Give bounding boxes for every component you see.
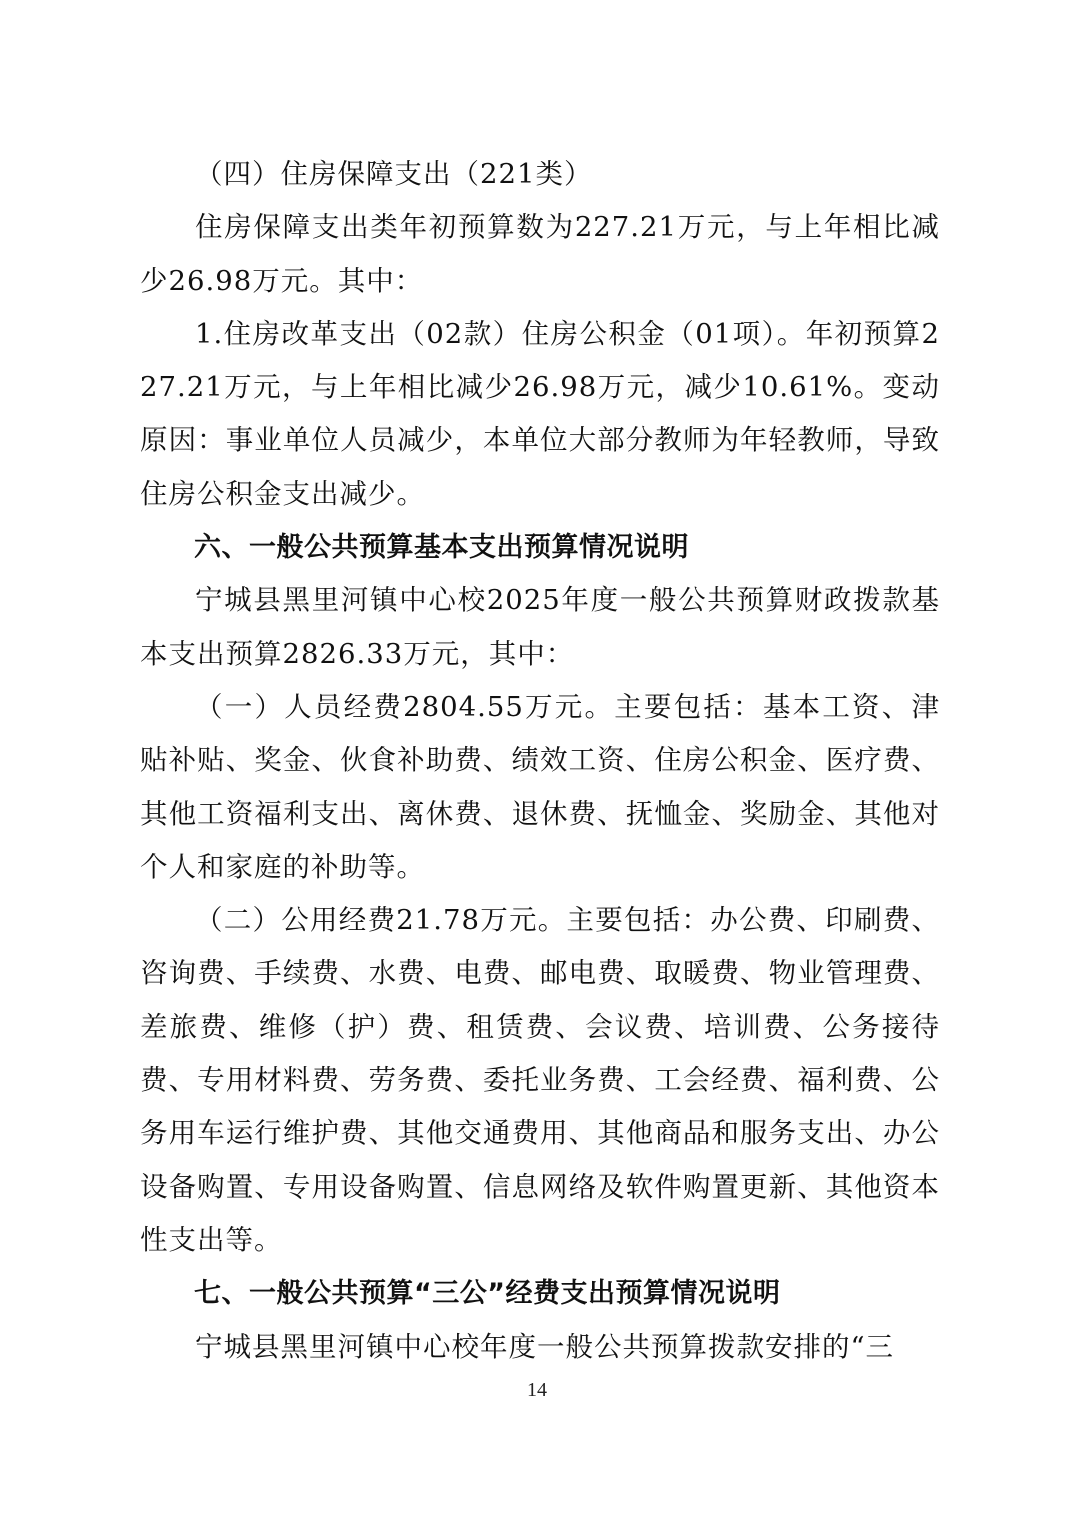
- section-heading-three-public: 七、一般公共预算“三公”经费支出预算情况说明: [194, 1278, 781, 1310]
- paragraph-basic-expenditure-summary: 宁城县黑里河镇中心校2025年度一般公共预算财政拨款基本支出预算2826.33万元，其中：: [140, 584, 940, 670]
- paragraph-housing-summary: 住房保障支出类年初预算数为227.21万元，与上年相比减少26.98万元。其中：: [140, 211, 940, 297]
- document-body: [140, 148, 940, 1374]
- paragraph-personnel-expenses: （一）人员经费2804.55万元。主要包括：基本工资、津贴补贴、奖金、伙食补助费、绩效工资、住房公积金、医疗费、其他工资福利支出、离休费、退休费、抚恤金、奖励金、其他对个人和家庭的补助等。: [140, 690, 940, 883]
- page-number: 14: [527, 1379, 547, 1401]
- paragraph-public-expenses: （二）公用经费21.78万元。主要包括：办公费、印刷费、咨询费、手续费、水费、电费、邮电费、取暖费、物业管理费、差旅费、维修（护）费、租赁费、会议费、培训费、公务接待费、专用材料费、劳务费、委托业务费、工会经费、福利费、公务用车运行维护费、其他交通费用、其他商品和服务支出、办公设备购置、专用设备购置、信息网络及软件购置更新、其他资本性支出等。: [140, 904, 940, 1256]
- paragraph-three-public-start: 宁城县黑里河镇中心校年度一般公共预算拨款安排的“三: [195, 1330, 895, 1363]
- section-heading-basic-expenditure: 六、一般公共预算基本支出预算情况说明: [194, 532, 689, 564]
- paragraph-housing-fund: 1.住房改革支出（02款）住房公积金（01项）。年初预算227.21万元，与上年相比减少26.98万元，减少10.61%。变动原因：事业单位人员减少，本单位大部分教师为年轻教师，导致住房公积金支出减少。: [140, 317, 940, 510]
- section-subheading-housing: （四）住房保障支出（221类）: [195, 158, 593, 190]
